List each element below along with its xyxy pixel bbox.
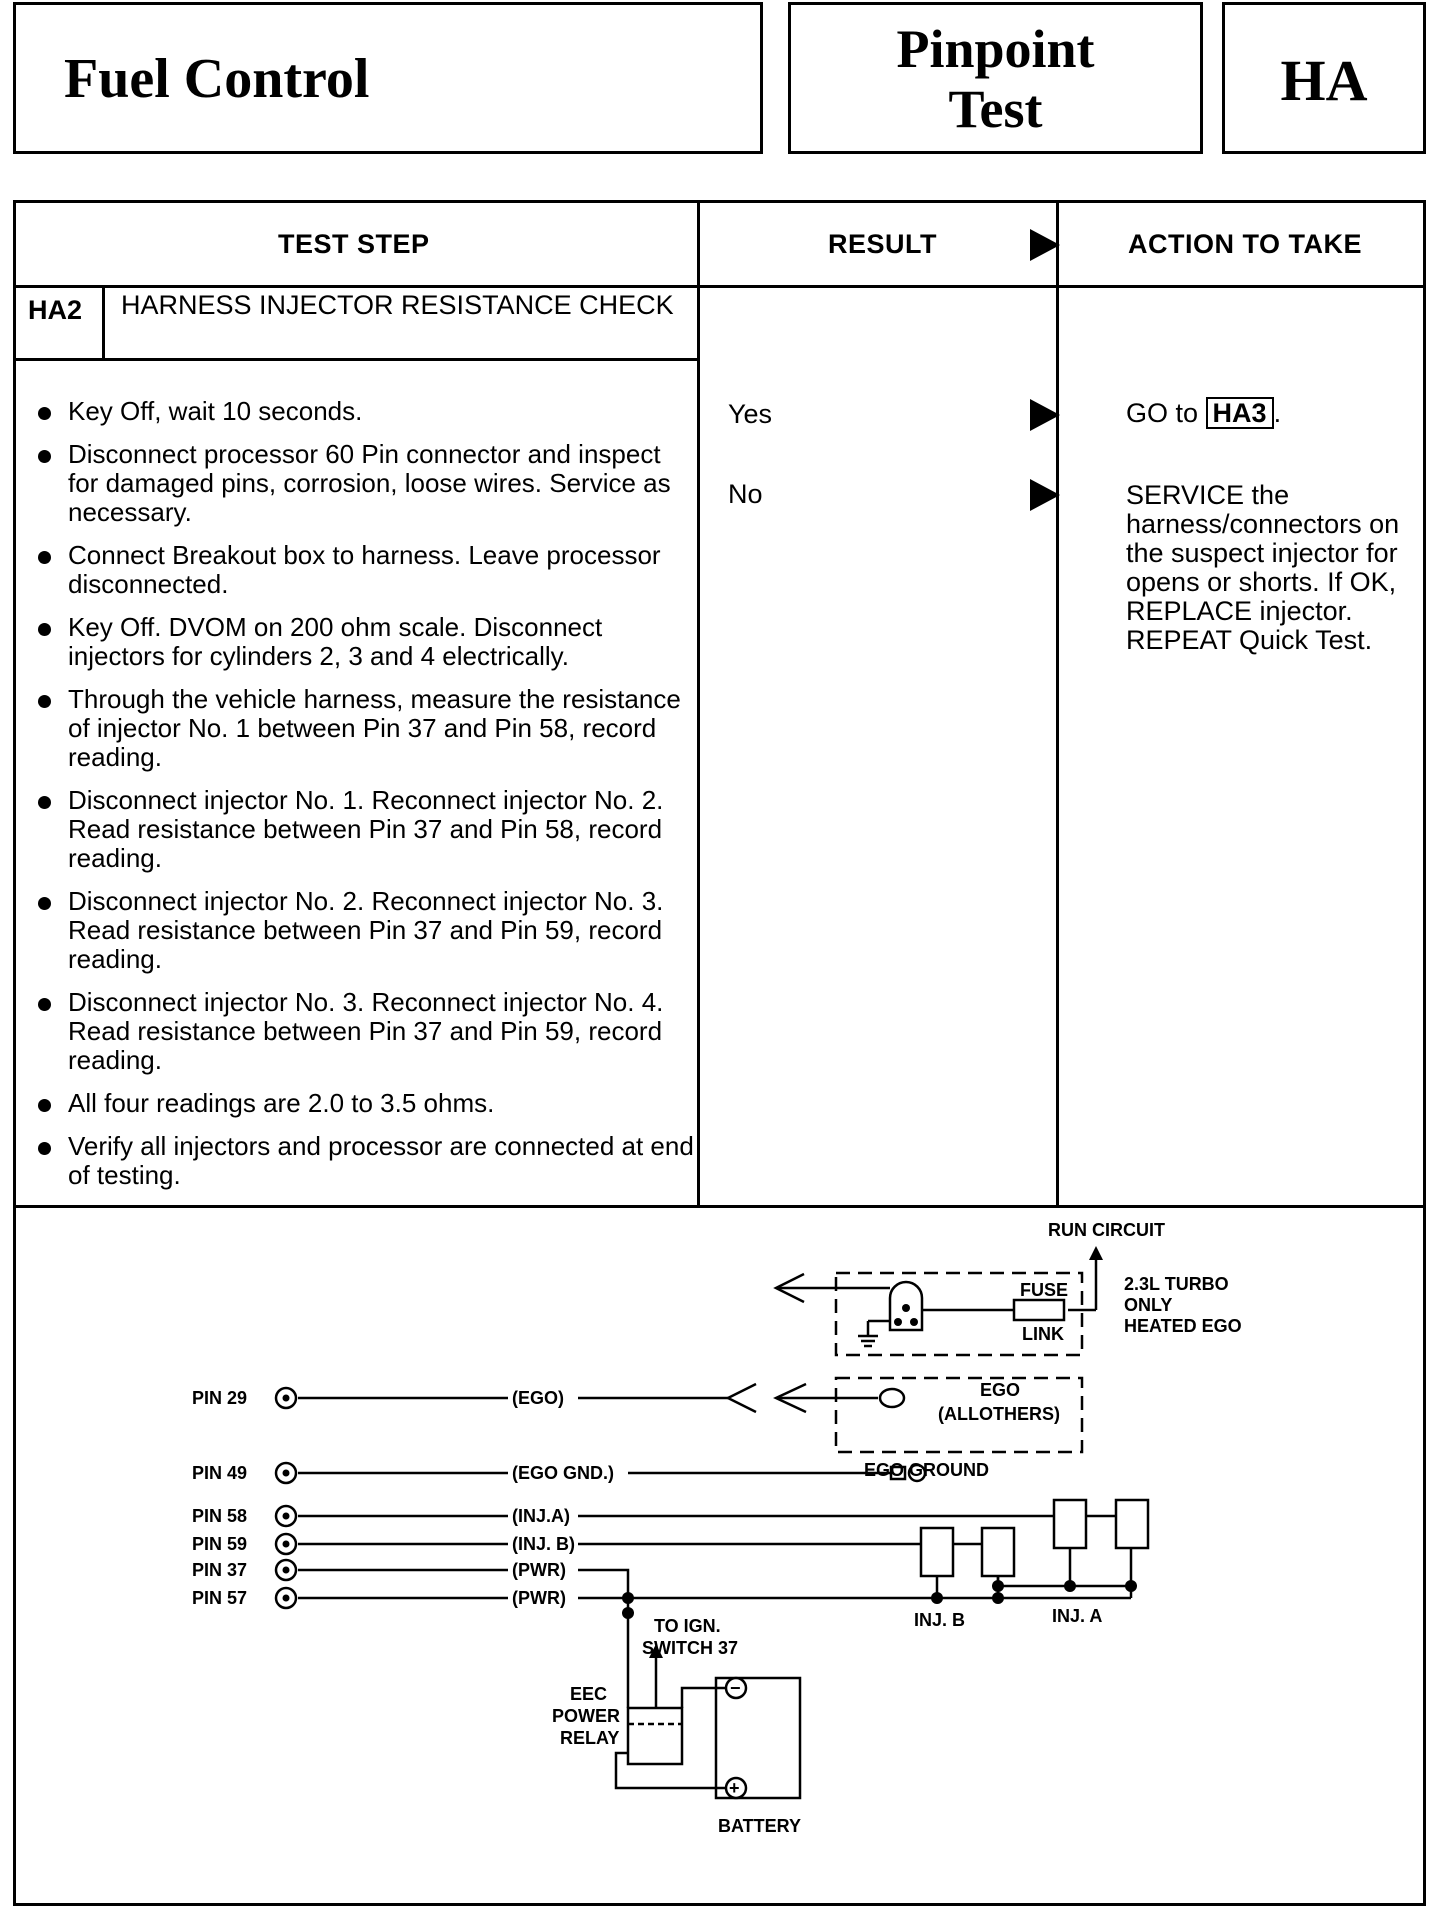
action-yes [1126,397,1421,429]
step-title: HARNESS INJECTOR RESISTANCE CHECK [121,290,674,320]
svg-text:LINK: LINK [1022,1324,1064,1344]
wiring-diagram [16,1208,1423,1898]
pinpoint-word: Pinpoint [896,19,1095,79]
ha3-reference[interactable]: HA3 [1206,397,1274,429]
pin37-wire-b [578,1570,628,1598]
test-table [13,200,1426,1906]
list-item: Disconnect injector No. 1. Reconnect injector No. 2. Read resistance between Pin 37 and Pin 58, record reading. [38,786,698,873]
fuse-link [1014,1300,1064,1320]
test-word: Test [948,79,1043,139]
list-item: All four readings are 2.0 to 3.5 ohms. [38,1089,698,1118]
action-no: SERVICE the harness/connectors on the suspect injector for opens or shorts. If OK, REPLACE injector. REPEAT Quick Test. [1126,480,1400,655]
pinpoint-test-box [788,2,1203,154]
svg-text:(INJ.A): (INJ.A) [512,1506,570,1526]
svg-text:HEATED EGO: HEATED EGO [1124,1316,1242,1336]
injector-a2 [1116,1500,1148,1548]
svg-text:EGO GROUND: EGO GROUND [864,1460,990,1480]
ego-sensor [880,1389,904,1407]
svg-text:PIN 29: PIN 29 [192,1388,248,1408]
step-list [38,397,698,1204]
list-item: Connect Breakout box to harness. Leave processor disconnected. [38,541,698,599]
injector-b1 [921,1528,953,1576]
col-header-action: ACTION TO TAKE [1128,229,1362,259]
svg-text:PIN 49: PIN 49 [192,1463,248,1483]
ego-connector-out [728,1384,756,1412]
svg-text:(PWR): (PWR) [512,1560,566,1580]
svg-text:INJ. A: INJ. A [1052,1606,1103,1626]
col-header-result: RESULT [828,229,937,259]
pinpoint-label [791,19,1200,139]
list-item: Disconnect processor 60 Pin connector and inspect for damaged pins, corrosion, loose wires. Service as necessary. [38,440,698,527]
svg-text:PIN 57: PIN 57 [192,1588,248,1608]
header-divider [16,285,1423,288]
list-item: Through the vehicle harness, measure the resistance of injector No. 1 between Pin 37 and Pin 58, record reading. [38,685,698,772]
svg-text:PIN 59: PIN 59 [192,1534,248,1554]
action-yes-prefix: GO to [1126,398,1199,428]
action-yes-suffix: . [1273,398,1282,428]
result-no: No [728,479,763,509]
svg-text:EGO: EGO [980,1380,1021,1400]
svg-text:BATTERY: BATTERY [718,1816,801,1836]
svg-text:+: + [729,1778,740,1798]
svg-text:RUN CIRCUIT: RUN CIRCUIT [1048,1220,1165,1240]
svg-text:RELAY: RELAY [560,1728,620,1748]
title-box [13,2,763,154]
svg-text:−: − [730,1678,741,1698]
svg-text:FUSE: FUSE [1020,1280,1069,1300]
svg-text:EEC: EEC [570,1684,608,1704]
step-number: HA2 [28,295,83,325]
step-title-divider [16,358,700,361]
injector-a1 [1054,1500,1086,1548]
svg-text:PIN 37: PIN 37 [192,1560,248,1580]
section-code: HA [1280,48,1368,113]
step-id-divider [102,285,105,360]
injector-b2 [982,1528,1014,1576]
no-arrow-icon [1030,479,1060,511]
svg-text:POWER: POWER [552,1706,621,1726]
svg-text:(EGO): (EGO) [512,1388,564,1408]
eec-power-relay [628,1708,682,1764]
result-yes: Yes [728,399,773,429]
svg-text:INJ. B: INJ. B [914,1610,966,1630]
relay-to-battery-plus [616,1753,736,1788]
col-header-test-step: TEST STEP [278,229,430,259]
list-item: Key Off, wait 10 seconds. [38,397,698,426]
svg-text:(PWR): (PWR) [512,1588,566,1608]
svg-text:TO IGN.: TO IGN. [654,1616,721,1636]
yes-arrow-icon [1030,399,1060,431]
svg-text:ONLY: ONLY [1124,1295,1173,1315]
list-item: Disconnect injector No. 3. Reconnect injector No. 4. Read resistance between Pin 37 and Pin 59, record reading. [38,988,698,1075]
svg-text:(ALLOTHERS): (ALLOTHERS) [938,1404,1060,1424]
svg-text:SWITCH 37: SWITCH 37 [642,1638,739,1658]
section-code-box [1222,2,1426,154]
list-item: Verify all injectors and processor are connected at end of testing. [38,1132,698,1190]
svg-text:(INJ. B): (INJ. B) [512,1534,575,1554]
svg-text:2.3L TURBO: 2.3L TURBO [1124,1274,1229,1294]
run-circuit-arrow-icon [1089,1246,1103,1260]
col-divider-2 [1056,203,1059,1208]
svg-text:(EGO GND.): (EGO GND.) [512,1463,614,1483]
svg-text:PIN 58: PIN 58 [192,1506,248,1526]
list-item: Disconnect injector No. 2. Reconnect injector No. 3. Read resistance between Pin 37 and Pin 59, record reading. [38,887,698,974]
page-title: Fuel Control [64,48,370,110]
list-item: Key Off. DVOM on 200 ohm scale. Disconnect injectors for cylinders 2, 3 and 4 electrically. [38,613,698,671]
